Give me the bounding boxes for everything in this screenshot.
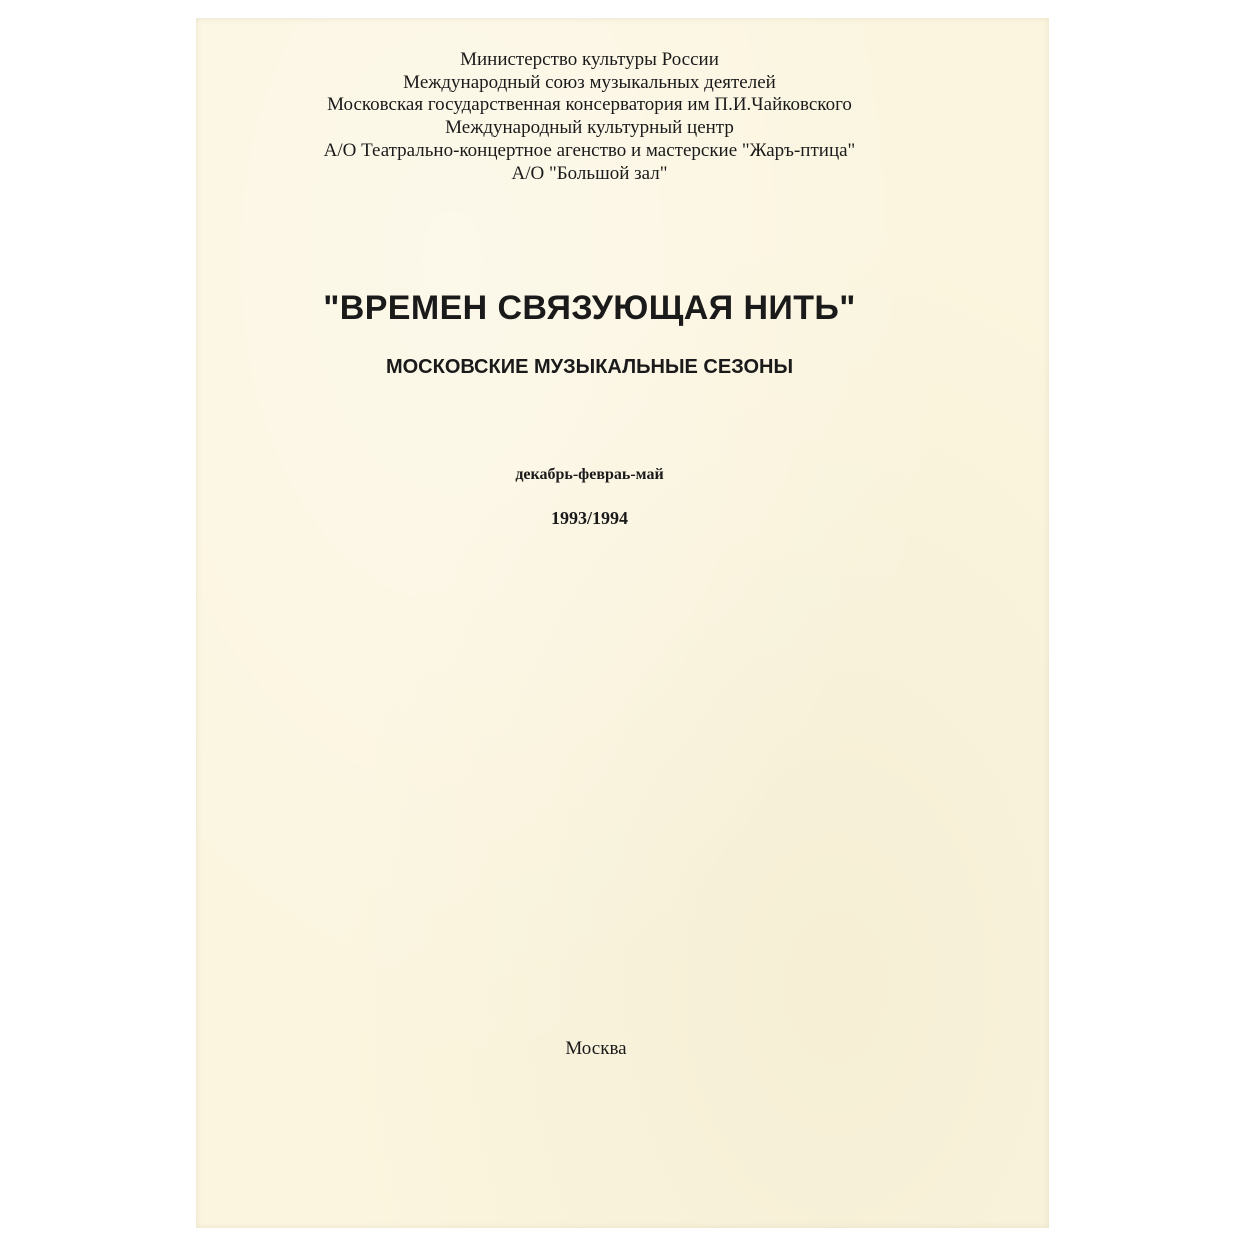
main-title: "ВРЕМЕН СВЯЗУЮЩАЯ НИТЬ": [323, 289, 856, 327]
publication-city: Москва: [565, 1038, 627, 1059]
organizer-line: Министерство культуры России: [460, 49, 719, 70]
organizer-line: Международный союз музыкальных деятелей: [403, 71, 776, 93]
brochure-cover: [196, 18, 1049, 1228]
season-years: 1993/1994: [550, 508, 628, 528]
organizer-line: А/О "Большой зал": [511, 162, 668, 184]
organizer-line: Московская государственная консерватория им П.И.Чайковского: [327, 94, 852, 116]
organizers-header: [196, 49, 983, 185]
organizer-line: А/О Театрально-концертное агенство и мастерские "Жаръ-птица": [323, 139, 856, 161]
organizer-line: Международный культурный центр: [445, 117, 734, 139]
season-months: декабрь-февраь-май: [515, 466, 664, 483]
subtitle: МОСКОВСКИЕ МУЗЫКАЛЬНЫЕ СЕЗОНЫ: [385, 356, 794, 378]
